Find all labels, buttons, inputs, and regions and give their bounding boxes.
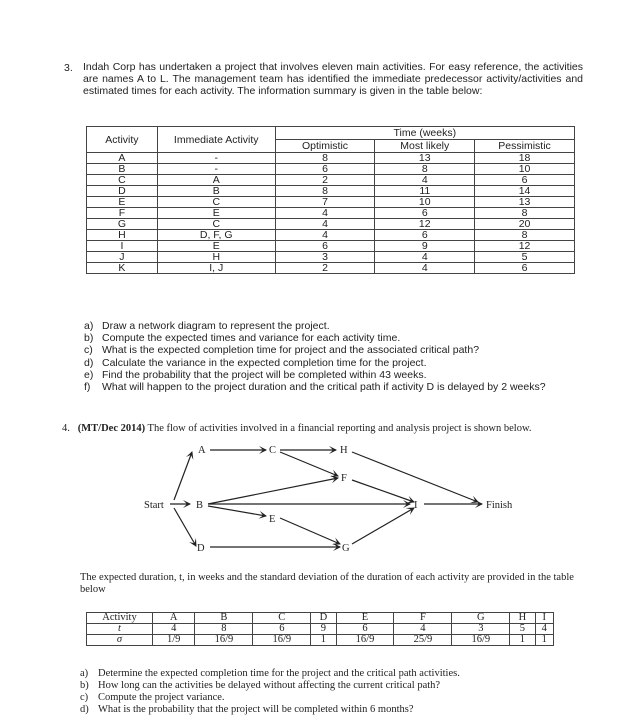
cell-activity: I	[87, 241, 158, 252]
node-h: H	[340, 445, 348, 456]
cell-sigma: 16/9	[253, 635, 311, 646]
table-row	[87, 208, 575, 219]
q3-table-body	[87, 153, 575, 274]
cell-sigma: 16/9	[336, 635, 394, 646]
cell-predecessor: H	[157, 252, 275, 263]
cell-most-likely: 8	[375, 164, 475, 175]
question-text: What is the expected completion time for project and the associated critical path?	[102, 344, 480, 357]
table-row	[87, 263, 575, 274]
question-text: Calculate the variance in the expected completion time for the project.	[102, 356, 427, 369]
cell-pessimistic: 6	[475, 263, 575, 274]
cell-pessimistic: 12	[475, 241, 575, 252]
edge-h-finish	[352, 452, 478, 502]
cell-predecessor: C	[157, 197, 275, 208]
edge-g-i	[352, 508, 414, 544]
edge-start-d	[174, 508, 196, 546]
question-text: Find the probability that the project will be completed within 43 weeks.	[102, 368, 427, 381]
question-item	[84, 369, 584, 381]
cell-pessimistic: 5	[475, 252, 575, 263]
cell-most-likely: 12	[375, 219, 475, 230]
node-d: D	[197, 543, 205, 554]
q3-questions	[84, 320, 584, 393]
cell-activity: D	[87, 186, 158, 197]
q3-activity-table	[86, 126, 575, 274]
network-diagram	[130, 438, 530, 558]
cell-most-likely: 13	[375, 153, 475, 164]
table-row	[87, 186, 575, 197]
cell-predecessor: B	[157, 186, 275, 197]
cell-most-likely: 6	[375, 208, 475, 219]
row-label: t	[87, 624, 153, 635]
cell-t: 4	[153, 624, 195, 635]
cell-activities: H	[510, 613, 535, 624]
question-item	[84, 357, 584, 369]
q3-number: 3.	[64, 62, 73, 74]
cell-sigma: 1/9	[153, 635, 195, 646]
q3-table-header-row	[87, 127, 575, 140]
cell-most-likely: 4	[375, 252, 475, 263]
cell-optimistic: 4	[275, 208, 375, 219]
table-row	[87, 175, 575, 186]
question-label: a)	[80, 668, 89, 679]
cell-activities: F	[394, 613, 452, 624]
table-row	[87, 197, 575, 208]
question-item	[80, 704, 600, 716]
node-g: G	[342, 543, 350, 554]
question-item	[84, 381, 584, 393]
cell-activities: G	[452, 613, 510, 624]
cell-activities: B	[195, 613, 253, 624]
cell-sigma: 16/9	[195, 635, 253, 646]
cell-optimistic: 2	[275, 175, 375, 186]
table-row	[87, 635, 554, 646]
cell-predecessor: -	[157, 164, 275, 175]
cell-most-likely: 4	[375, 263, 475, 274]
question-item	[80, 668, 600, 680]
q4-questions	[80, 668, 600, 716]
question-text: Compute the expected times and variance for each activity time.	[102, 332, 401, 345]
cell-activities: A	[153, 613, 195, 624]
table-row	[87, 241, 575, 252]
node-c: C	[269, 445, 277, 456]
cell-predecessor: A	[157, 175, 275, 186]
cell-activities: C	[253, 613, 311, 624]
cell-t: 6	[336, 624, 394, 635]
question-text: How long can the activities be delayed without affecting the current critical path?	[98, 680, 441, 691]
q4-table-body	[87, 613, 554, 646]
cell-activities: D	[311, 613, 336, 624]
cell-activities: E	[336, 613, 394, 624]
row-label: σ	[87, 635, 153, 646]
header-activity: Activity	[87, 127, 158, 153]
cell-predecessor: I, J	[157, 263, 275, 274]
table-row	[87, 252, 575, 263]
cell-predecessor: D, F, G	[157, 230, 275, 241]
cell-sigma: 1	[535, 635, 553, 646]
cell-optimistic: 8	[275, 153, 375, 164]
q4-source: (MT/Dec 2014)	[77, 423, 146, 434]
header-time-weeks: Time (weeks)	[275, 127, 574, 140]
table-row	[87, 153, 575, 164]
header-pessimistic: Pessimistic	[475, 140, 575, 153]
cell-optimistic: 7	[275, 197, 375, 208]
node-start: Start	[144, 500, 164, 511]
cell-pessimistic: 8	[475, 208, 575, 219]
cell-sigma: 16/9	[452, 635, 510, 646]
cell-most-likely: 10	[375, 197, 475, 208]
q4-intro: The flow of activities involved in a financial reporting and analysis project is shown below.	[147, 423, 532, 434]
q3-intro: Indah Corp has undertaken a project that involves eleven main activities. For easy reference, the activities are names A to L. The management team has identified the immediate predecessor activity/activities and estimated times for each activity. The information summary is given in the table below:	[83, 61, 583, 97]
cell-sigma: 1	[311, 635, 336, 646]
node-a: A	[198, 445, 206, 456]
cell-optimistic: 6	[275, 164, 375, 175]
question-label: b)	[80, 680, 89, 691]
cell-t: 9	[311, 624, 336, 635]
cell-optimistic: 4	[275, 230, 375, 241]
node-i: I	[414, 500, 418, 511]
table-row	[87, 624, 554, 635]
cell-predecessor: C	[157, 219, 275, 230]
q4-heading	[62, 423, 602, 434]
q4-duration-table	[86, 612, 554, 646]
node-e: E	[269, 514, 276, 525]
cell-most-likely: 6	[375, 230, 475, 241]
question-label: d)	[84, 356, 94, 369]
row-label: Activity	[87, 613, 153, 624]
question-item	[80, 692, 600, 704]
table-row	[87, 219, 575, 230]
question-label: b)	[84, 332, 94, 345]
question-text: What will happen to the project duration and the critical path if activity D is delayed by 2 weeks?	[102, 381, 546, 394]
cell-optimistic: 3	[275, 252, 375, 263]
cell-most-likely: 4	[375, 175, 475, 186]
cell-sigma: 1	[510, 635, 535, 646]
question-item	[84, 344, 584, 356]
header-most-likely: Most likely	[375, 140, 475, 153]
cell-pessimistic: 13	[475, 197, 575, 208]
q4-caption: The expected duration, t, in weeks and the standard deviation of the duration of each activity are provided in the table below	[80, 572, 574, 595]
question-label: d)	[80, 704, 89, 715]
cell-predecessor: E	[157, 241, 275, 252]
cell-pessimistic: 18	[475, 153, 575, 164]
edge-b-e	[208, 506, 266, 516]
question-item	[84, 320, 584, 332]
q4-number: 4.	[62, 423, 70, 434]
question-label: c)	[80, 692, 89, 703]
cell-most-likely: 11	[375, 186, 475, 197]
question-item	[80, 680, 600, 692]
cell-t: 6	[253, 624, 311, 635]
question-label: e)	[84, 368, 94, 381]
question-label: c)	[84, 344, 93, 357]
cell-activity: G	[87, 219, 158, 230]
cell-activity: H	[87, 230, 158, 241]
cell-activities: I	[535, 613, 553, 624]
cell-optimistic: 2	[275, 263, 375, 274]
question-item	[84, 332, 584, 344]
edge-f-i	[352, 480, 414, 502]
cell-t: 8	[195, 624, 253, 635]
question-text: Draw a network diagram to represent the project.	[102, 320, 330, 332]
cell-optimistic: 8	[275, 186, 375, 197]
cell-t: 4	[535, 624, 553, 635]
cell-pessimistic: 8	[475, 230, 575, 241]
cell-t: 3	[452, 624, 510, 635]
edge-e-g	[280, 518, 340, 544]
cell-optimistic: 6	[275, 241, 375, 252]
table-row	[87, 230, 575, 241]
cell-t: 4	[394, 624, 452, 635]
cell-activity: F	[87, 208, 158, 219]
cell-optimistic: 4	[275, 219, 375, 230]
cell-activity: E	[87, 197, 158, 208]
edge-start-a	[174, 452, 192, 500]
question-text: What is the probability that the project will be completed within 6 months?	[98, 704, 414, 715]
cell-most-likely: 9	[375, 241, 475, 252]
cell-predecessor: -	[157, 153, 275, 164]
edge-c-f	[280, 452, 338, 476]
cell-pessimistic: 10	[475, 164, 575, 175]
cell-sigma: 25/9	[394, 635, 452, 646]
node-finish: Finish	[486, 500, 513, 511]
cell-activity: C	[87, 175, 158, 186]
table-row	[87, 613, 554, 624]
node-f: F	[341, 473, 347, 484]
cell-pessimistic: 20	[475, 219, 575, 230]
cell-activity: J	[87, 252, 158, 263]
question-label: a)	[84, 320, 94, 332]
node-b: B	[196, 500, 204, 511]
question-label: f)	[84, 381, 91, 394]
cell-activity: A	[87, 153, 158, 164]
header-immediate-activity: Immediate Activity	[157, 127, 275, 153]
cell-pessimistic: 6	[475, 175, 575, 186]
header-optimistic: Optimistic	[275, 140, 375, 153]
cell-pessimistic: 14	[475, 186, 575, 197]
table-row	[87, 164, 575, 175]
question-text: Determine the expected completion time for the project and the critical path activities.	[98, 668, 460, 679]
question-text: Compute the project variance.	[98, 692, 225, 703]
cell-t: 5	[510, 624, 535, 635]
cell-activity: B	[87, 164, 158, 175]
edge-b-f	[208, 478, 338, 504]
cell-activity: K	[87, 263, 158, 274]
cell-predecessor: E	[157, 208, 275, 219]
